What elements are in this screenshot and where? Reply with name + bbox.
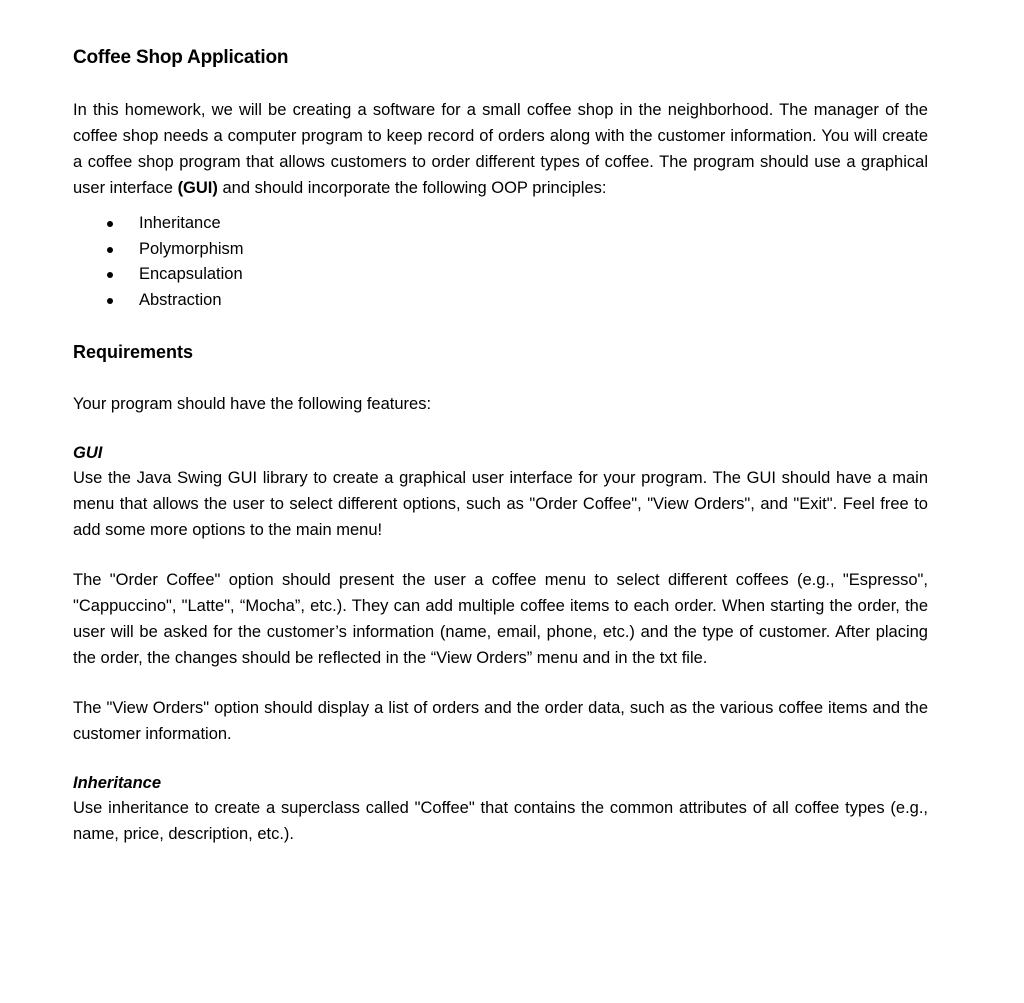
bullet-icon — [107, 221, 113, 227]
gui-paragraph-1: Use the Java Swing GUI library to create a graphical user interface for your program. The GUI should have a main menu that allows the user to select different options, such as "Order Coffee", "View Orders", and "Exit". Feel free to add some more options to the main menu! — [73, 469, 928, 539]
bullet-icon — [107, 247, 113, 253]
list-item — [73, 211, 928, 237]
gui-heading: GUI — [73, 444, 103, 462]
oop-principles-list — [73, 211, 928, 313]
intro-gui-bold: (GUI) — [177, 179, 218, 197]
list-item — [73, 237, 928, 263]
bullet-icon — [107, 272, 113, 278]
intro-text-part1: In this homework, we will be creating a software for a small coffee shop in the neighborhood. The manager of the coffee shop needs a computer program to keep record of orders along with the customer information. You will create a coffee shop program that allows customers to order different types of coffee. The program should use a graphical user interface — [73, 101, 928, 197]
inheritance-heading: Inheritance — [73, 774, 162, 792]
list-item-label: Polymorphism — [139, 239, 244, 258]
document-page — [73, 44, 928, 847]
list-item — [73, 288, 928, 314]
list-item-label: Encapsulation — [139, 265, 243, 283]
list-item-label: Abstraction — [139, 290, 222, 309]
bullet-icon — [107, 298, 113, 304]
gui-paragraph-2: The "Order Coffee" option should present the user a coffee menu to select different coffees (e.g., "Espresso", "Cappuccino", "Latte", “Mocha”, etc.). They can add multiple coffee items to each order. When starting the order, the user will be asked for the customer’s information (name, email, phone, etc.) and the type of customer. After placing the order, the changes should be reflected in the “View Orders” menu and in the txt file. — [73, 571, 928, 667]
intro-paragraph — [73, 97, 928, 201]
requirements-heading: Requirements — [73, 342, 194, 362]
list-item-label: Inheritance — [139, 214, 221, 232]
intro-text-part2: and should incorporate the following OOP principles: — [217, 179, 607, 197]
inheritance-paragraph-1: Use inheritance to create a superclass called "Coffee" that contains the common attributes of all coffee types (e.g., name, price, description, etc.). — [73, 799, 928, 843]
gui-paragraph-3: The "View Orders" option should display a list of orders and the order data, such as the various coffee items and the customer information. — [73, 699, 928, 743]
list-item — [73, 262, 928, 288]
document-title: Coffee Shop Application — [73, 47, 289, 68]
features-intro: Your program should have the following features: — [73, 395, 432, 413]
